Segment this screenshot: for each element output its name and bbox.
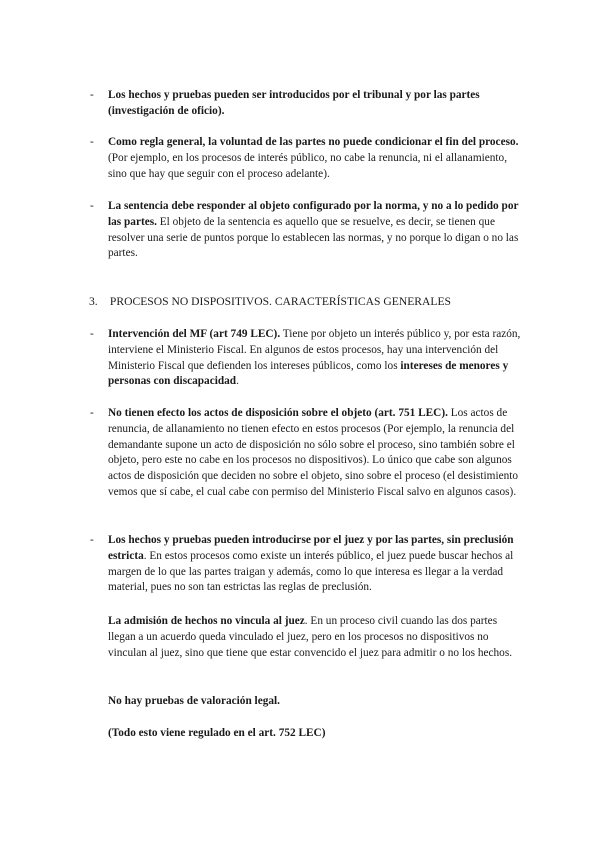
- paragraph-bold-text: La admisión de hechos no vincula al juez: [108, 615, 305, 627]
- bullet-dash: -: [90, 200, 94, 212]
- bullet-bold-text: Los hechos y pruebas pueden ser introducidos por el tribunal y por las partes (investigación de oficio).: [108, 89, 480, 117]
- paragraph-bold-text: No hay pruebas de valoración legal.: [108, 695, 280, 707]
- section-heading: [89, 294, 451, 310]
- bullet-bold-text: Como regla general, la voluntad de las partes no puede condicionar el fin del proceso.: [108, 136, 519, 148]
- bullet-text: Tiene por objeto un interés público y, por esta razón, interviene el Ministerio Fiscal. En algunos de estos procesos, hay una intervención del Ministerio Fiscal que defienden los intereses públicos, como los: [108, 328, 521, 372]
- paragraph: [108, 614, 522, 661]
- bullet-item: [90, 199, 522, 262]
- bullet-bold-text: No tienen efecto los actos de disposición sobre el objeto (art. 751 LEC).: [108, 407, 448, 419]
- bullet-dash: -: [90, 328, 94, 340]
- bullet-text: Los actos de renuncia, de allanamiento no tienen efecto en estos procesos (Por ejemplo, la renuncia del demandante supone un acto de disposición no sólo sobre el proceso, sino también sobre el objeto, pero este no cabe en los procesos no dispositivos). Lo único que cabe son algunos actos de disposición que deciden no sobre el objeto, sino sobre el proceso (el desistimiento vemos que sí cabe, el cual cabe con permiso del Ministerio Fiscal salvo en algunos casos).: [108, 407, 519, 498]
- paragraph: [108, 726, 522, 742]
- bullet-text: El objeto de la sentencia es aquello que se resuelve, es decir, se tienen que resolver una serie de puntos porque lo establecen las normas, y no porque lo digan o no las partes.: [108, 215, 519, 260]
- bullet-bold-text: La sentencia debe responder al objeto configurado por la norma, y no a lo pedido por las partes.: [108, 200, 519, 228]
- paragraph: [108, 694, 522, 710]
- paragraph-text: . En un proceso civil cuando las dos partes llegan a un acuerdo queda vinculado el juez, pero en los procesos no dispositivos no vinculan al juez, sino que tiene que estar convencido el juez para admitir o no los hechos.: [108, 615, 513, 659]
- section-title: PROCESOS NO DISPOSITIVOS. CARACTERÍSTICAS GENERALES: [109, 295, 451, 308]
- bullet-bold-text: Intervención del MF (art 749 LEC).: [108, 328, 281, 340]
- bullet-bold-text-2: intereses de menores y personas con discapacidad: [108, 359, 509, 388]
- bullet-item: [90, 88, 522, 120]
- bullet-text: (Por ejemplo, en los procesos de interés público, no cabe la renuncia, ni el allanamiento, sino que hay que seguir con el proceso adelante).: [108, 151, 508, 180]
- bullet-item: [90, 327, 522, 390]
- bullet-text-2: .: [236, 375, 239, 388]
- bullet-dash: -: [90, 136, 94, 148]
- bullet-dash: -: [90, 534, 94, 546]
- bullet-text: . En estos procesos como existe un interés público, el juez puede buscar hechos al margen de lo que las partes traigan y además, como lo que interesa es llegar a la verdad material, pues no son tan estrictas las reglas de preclusión.: [108, 549, 514, 594]
- bullet-item: [90, 533, 522, 596]
- bullet-item: [90, 406, 522, 501]
- bullet-item: [90, 135, 522, 182]
- section-number: 3.: [89, 295, 98, 308]
- bullet-bold-text: Los hechos y pruebas pueden introducirse por el juez y por las partes, sin preclusión estricta: [108, 534, 514, 562]
- bullet-dash: -: [90, 89, 94, 101]
- bullet-dash: -: [90, 407, 94, 419]
- paragraph-bold-text: (Todo esto viene regulado en el art. 752 LEC): [108, 727, 326, 739]
